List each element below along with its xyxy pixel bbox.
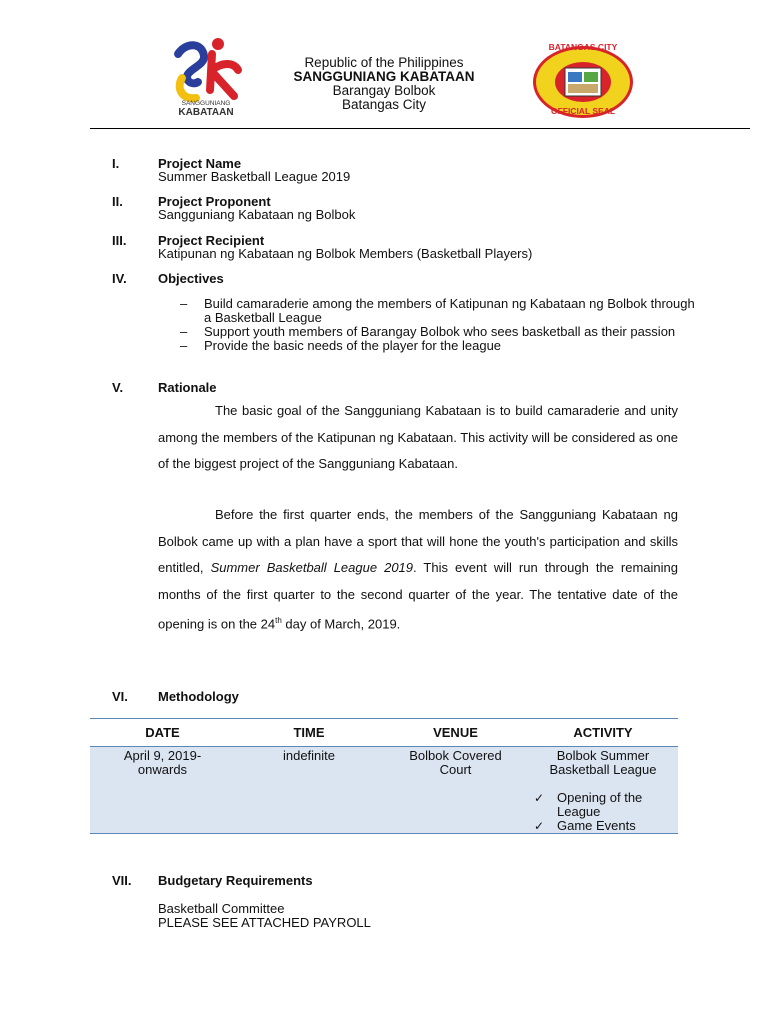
methodology-header-row — [90, 719, 678, 746]
section-3-body: Katipunan ng Kabataan ng Bolbok Members (Basketball Players) — [158, 246, 533, 261]
budget-line-2: PLEASE SEE ATTACHED PAYROLL — [158, 915, 371, 930]
section-3-number: III. — [112, 233, 127, 248]
section-4-title: Objectives — [158, 271, 224, 286]
objective-text: Support youth members of Barangay Bolbok who sees basketball as their passion — [204, 323, 676, 339]
header-time: TIME — [293, 725, 325, 740]
table-row — [90, 746, 678, 834]
section-7-number: VII. — [112, 873, 132, 888]
cell-venue: Bolbok Covered Court — [409, 748, 502, 777]
checkmark-icon: ✓ — [534, 791, 545, 805]
section-5-number: V. — [112, 380, 124, 395]
objective-item: – Provide the basic needs of the player for the league — [180, 337, 502, 353]
activity-item: ✓ Opening of the League — [534, 790, 643, 819]
budget-line-1: Basketball Committee — [158, 901, 285, 916]
section-6-title: Methodology — [158, 689, 239, 704]
rationale-paragraph-2: Before the first quarter ends, the members of the Sangguniang Kabataan ng Bolbok came up with a plan have a sport that will hone the youth's participation and skills entitled, Summer Basketball League 2019. This event will run through the remaining months of the first quarter to the second quarter of the year. The tentative date of the opening is on the 24th day of March, 2019. — [158, 507, 679, 632]
letterhead-barangay: Barangay Bolbok — [332, 83, 436, 98]
header-venue: VENUE — [433, 725, 478, 740]
section-1-title: Project Name — [158, 156, 242, 171]
header-date: DATE — [145, 725, 180, 740]
section-2-body: Sangguniang Kabataan ng Bolbok — [158, 207, 356, 222]
section-3-title: Project Recipient — [158, 233, 265, 248]
cell-activity — [528, 747, 678, 833]
section-7-title: Budgetary Requirements — [158, 873, 313, 888]
cell-time: indefinite — [282, 748, 336, 763]
letterhead-republic: Republic of the Philippines — [304, 55, 464, 70]
letterhead — [0, 56, 768, 112]
objective-text: Build camaraderie among the members of Katipunan ng Kabataan ng Bolbok through a Basketball League — [204, 296, 695, 325]
seal-text-bottom: OFFICIAL SEAL — [550, 106, 616, 116]
section-4-number: IV. — [112, 271, 127, 286]
header-divider — [90, 128, 750, 129]
section-2-number: II. — [112, 194, 123, 209]
section-1-body: Summer Basketball League 2019 — [158, 169, 351, 184]
letterhead-city: Batangas City — [341, 97, 427, 112]
section-6-number: VI. — [112, 689, 128, 704]
rationale-para-1-text: The basic goal of the Sangguniang Kabataan is to build camaraderie and unity among the members of the Katipunan ng Kabataan. This activity will be considered as one of the biggest project of the Sangguniang Kabataan. — [158, 403, 678, 471]
section-1-number: I. — [112, 156, 120, 171]
objectives-list — [175, 297, 695, 353]
methodology-table — [90, 718, 678, 834]
checkmark-icon: ✓ — [534, 819, 545, 833]
objective-item: – Build camaraderie among the members of Katipunan ng Kabataan ng Bolbok through a Basketball League — [180, 296, 695, 325]
section-5-title: Rationale — [158, 380, 217, 395]
header-activity: ACTIVITY — [573, 725, 633, 740]
activity-title: Bolbok Summer Basketball League — [549, 748, 657, 777]
activity-list — [528, 791, 678, 833]
section-2-title: Project Proponent — [158, 194, 271, 209]
cell-date: April 9, 2019- onwards — [123, 748, 202, 777]
objective-text: Provide the basic needs of the player for the league — [204, 337, 502, 353]
seal-text-top: BATANGAS CITY — [548, 42, 618, 52]
logo-text-line1: SANGGUNIANG — [181, 100, 231, 107]
logo-text-line2: KABATAAN — [178, 107, 234, 118]
letterhead-sk: SANGGUNIANG KABATAAN — [293, 69, 475, 84]
rationale-paragraph-1 — [158, 398, 678, 478]
activity-item: ✓ Game Events — [534, 818, 636, 833]
objective-item: – Support youth members of Barangay Bolbok who sees basketball as their passion — [180, 323, 676, 339]
event-title-italic: Summer Basketball League 2019 — [210, 560, 414, 575]
